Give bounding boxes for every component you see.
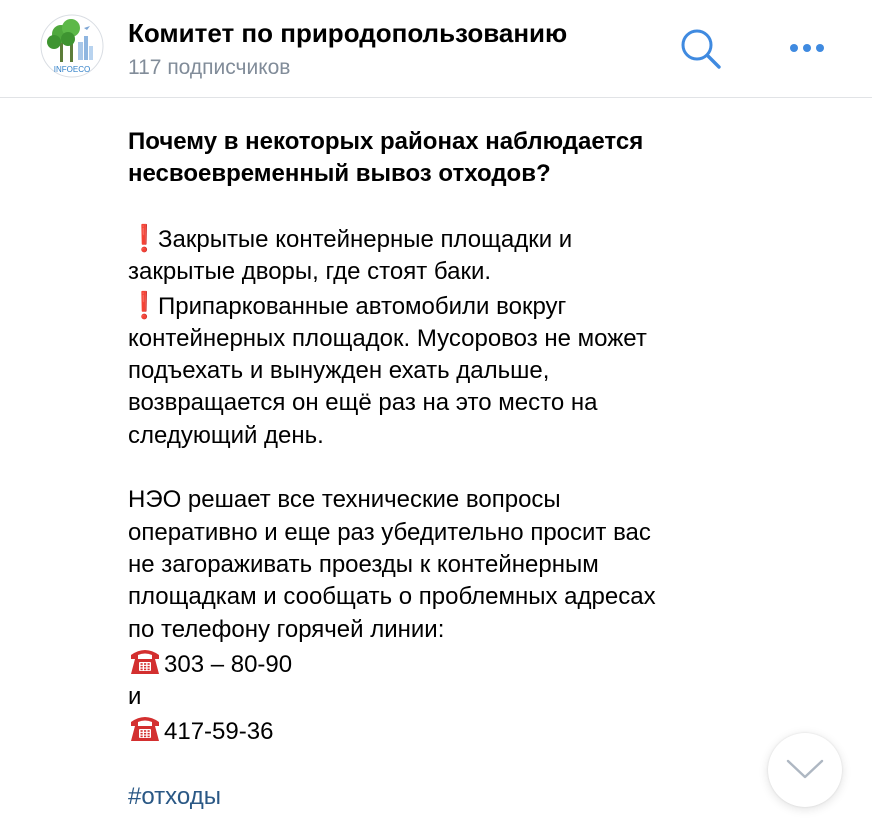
phone-line[interactable] (128, 646, 748, 681)
post-title-line: Почему в некоторых районах наблюдается (128, 128, 644, 155)
reason-line: закрытые дворы, где стоят баки. (128, 258, 492, 286)
reason-line: подъехать и вынужден ехать дальше, (128, 357, 550, 385)
search-icon (676, 24, 726, 74)
more-button[interactable] (782, 28, 832, 68)
reason-line (128, 289, 748, 323)
reason-text: Закрытые контейнерные площадки и (158, 226, 573, 253)
logo-text: INFOECO (53, 65, 91, 74)
subscribers-count[interactable]: 117 подписчиков (128, 56, 291, 79)
hashtag-link[interactable]: #отходы (128, 782, 221, 810)
phone-line[interactable] (128, 713, 748, 748)
post-title-line: несвоевременный вывоз отходов? (128, 160, 551, 187)
group-name[interactable]: Комитет по природопользованию (128, 18, 568, 48)
group-avatar[interactable] (40, 14, 104, 78)
paragraph-line: оперативно и еще раз убедительно просит вас (128, 518, 651, 546)
search-button[interactable] (676, 24, 726, 74)
exclamation-icon: ❗ (128, 223, 161, 253)
reason-line (128, 222, 748, 256)
telephone-icon (128, 713, 162, 743)
phone-number[interactable]: 303 – 80-90 (164, 650, 293, 678)
paragraph-line: не загораживать проезды к контейнерным (128, 550, 599, 578)
paragraph-line: НЭО решает все технические вопросы (128, 486, 561, 514)
post-content (128, 126, 748, 813)
conjunction-text: и (128, 683, 142, 711)
group-header (0, 0, 872, 98)
paragraph-line: площадкам и сообщать о проблемных адресах (128, 583, 656, 611)
post-title (128, 126, 748, 190)
phone-number[interactable]: 417-59-36 (164, 718, 274, 746)
scroll-down-button[interactable] (768, 733, 842, 807)
reason-text: Припаркованные автомобили вокруг (158, 292, 567, 320)
reason-line: возвращается он ещё раз на это место на (128, 389, 598, 417)
telephone-icon (128, 646, 162, 676)
infoeco-logo-icon (40, 14, 104, 78)
chevron-down-icon (785, 755, 825, 785)
more-dots-icon (782, 28, 832, 68)
paragraph-line: по телефону горячей линии: (128, 615, 445, 643)
exclamation-icon: ❗ (128, 289, 161, 320)
reason-line: следующий день. (128, 421, 324, 449)
reason-line: контейнерных площадок. Мусоровоз не может (128, 324, 647, 352)
